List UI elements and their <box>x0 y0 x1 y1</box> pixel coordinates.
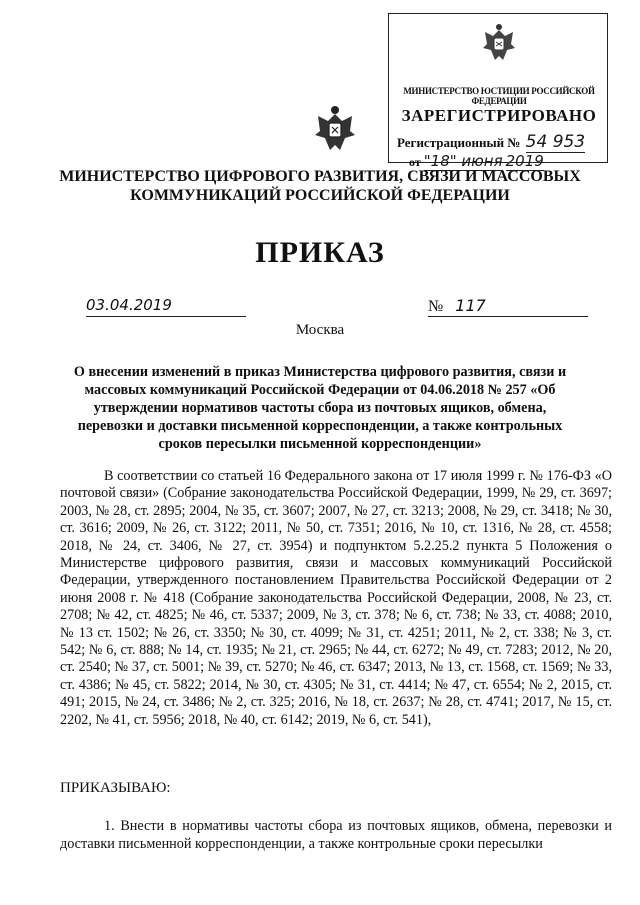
order-directive: ПРИКАЗЫВАЮ: <box>60 780 171 796</box>
stamp-reg-label: Регистрационный № <box>397 135 521 150</box>
stamp-registered-label: ЗАРЕГИСТРИРОВАНО <box>401 106 597 125</box>
stamp-ministry-name: МИНИСТЕРСТВО ЮСТИЦИИ РОССИЙСКОЙ ФЕДЕРАЦИИ <box>403 86 595 106</box>
order-subject: О внесении изменений в приказ Министерства цифрового развития, связи и массовых коммуникаций Российской Федерации от 04.06.2018 № 257 «Об утверждении нормативов частоты сбора из почтовых ящиков, обмена, перевозки и доставки письменной корреспонденции, а также контрольных сроков пересылки письменной корреспонденции» <box>73 364 567 452</box>
coat-of-arms-icon <box>477 22 521 66</box>
order-item-1: 1. Внести в нормативы частоты сбора из почтовых ящиков, обмена, перевозки и доставки письменной корреспонденции, а также контрольные сроки пересылки <box>60 818 612 852</box>
order-number-field <box>428 296 588 317</box>
registration-stamp <box>388 13 608 170</box>
stamp-reg-number-row <box>397 132 607 152</box>
stamp-date-value: "18" июня <box>423 152 503 170</box>
preamble-paragraph: В соответствии со статьей 16 Федерального закона от 17 июля 1999 г. № 176-ФЗ «О почтовой связи» (Собрание законодательства Российской Федерации, 1999, № 29, ст. 3697; 2003, № 28, ст. 2895; 2004, № 35, ст. 3607; 2007, № 27, ст. 3213; 2008, № 29, ст. 3418; № 30, ст. 3616; 2009, № 26, ст. 3122; 2011, № 50, ст. 7351; 2016, № 10, ст. 1316, № 28, ст. 4558; 2018, № 24, ст. 3406, № 27, ст. 3954) и подпунктом 5.2.25.2 пункта 5 Положения о Министерстве цифрового развития, связи и массовых коммуникаций Российской Федерации, утвержденного постановлением Правительства Российской Федерации от 2 июня 2008 г. № 418 (Собрание законодательства Российской Федерации, 2008, № 23, ст. 2708; № 42, ст. 4825; № 46, ст. 5337; 2009, № 3, ст. 378; № 6, ст. 738; № 33, ст. 4088; 2010, № 13 ст. 1502; № 26, ст. 3350; № 30, ст. 4099; № 31, ст. 4251; 2011, № 2, ст. 338; № 3, ст. 542; № 6, ст. 888; № 14, ст. 1935; № 21, ст. 2965; № 44, ст. 6272; № 49, ст. 7283; 2012, № 20, ст. 2540; № 37, ст. 5001; № 39, ст. 5270; № 46, ст. 6347; 2013, № 13, ст. 1568, ст. 1569; № 33, ст. 4386; № 45, ст. 5822; 2014, № 30, ст. 4305; № 31, ст. 4414; № 47, ст. 6554; № 2, 2015, ст. 491; 2015, № 24, ст. 3486; № 2, ст. 325; 2016, № 18, ст. 2637; № 28, ст. 4741; 2017, № 15, ст. 2202, № 41, ст. 5956; 2018, № 40, ст. 6142; 2019, № 6, ст. 541), <box>60 468 612 728</box>
order-number: 117 <box>455 296 486 315</box>
stamp-date-prefix: от <box>409 155 421 169</box>
ministry-name: МИНИСТЕРСТВО ЦИФРОВОГО РАЗВИТИЯ, СВЯЗИ И МАССОВЫХ КОММУНИКАЦИЙ РОССИЙСКОЙ ФЕДЕРАЦИИ <box>59 168 581 204</box>
number-sign: № <box>428 298 444 315</box>
coat-of-arms-icon <box>311 104 359 156</box>
order-date: 03.04.2019 <box>86 296 246 317</box>
document-title: ПРИКАЗ <box>255 236 385 269</box>
stamp-year: 2019 <box>505 152 544 170</box>
city: Москва <box>295 322 345 338</box>
stamp-reg-number: 54 953 <box>525 132 586 152</box>
